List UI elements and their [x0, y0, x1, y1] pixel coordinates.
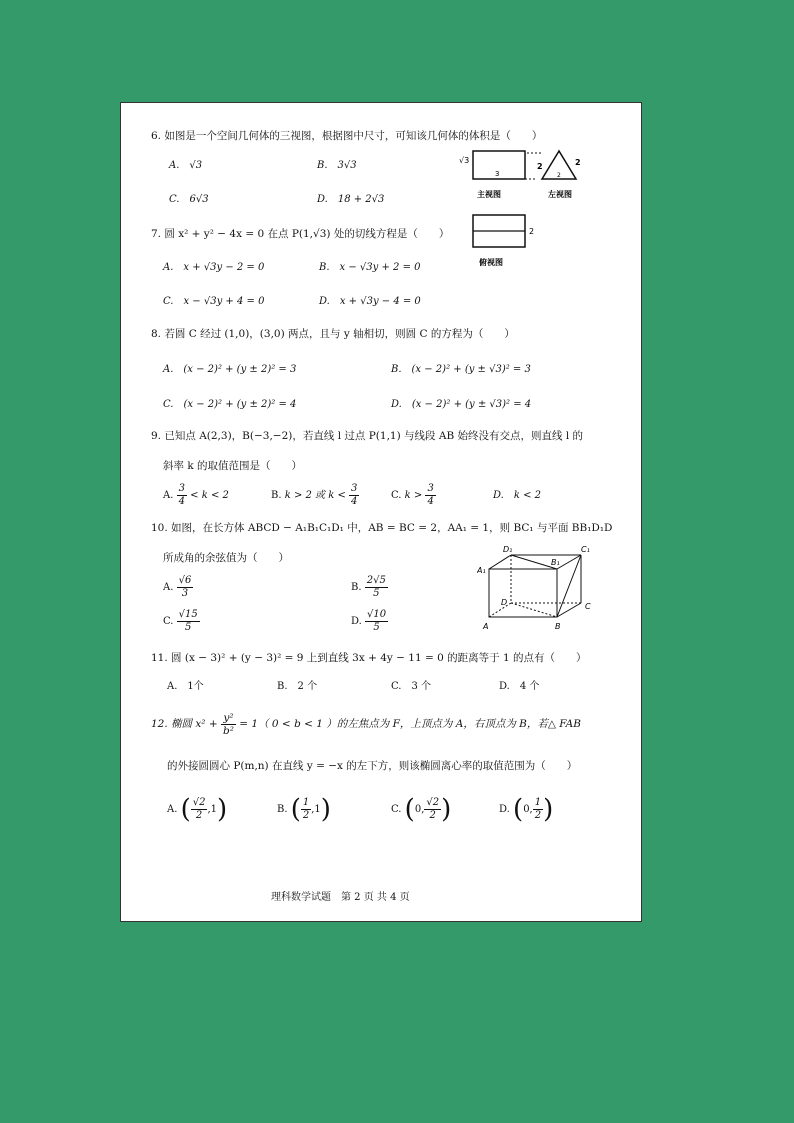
- label-b: B: [555, 622, 561, 631]
- q9-stem-line2: 斜率 k 的取值范围是（ ）: [163, 460, 303, 472]
- q7-stem: 7. 圆 x² + y² − 4x = 0 在点 P(1,√3) 处的切线方程是（ ）: [151, 228, 450, 240]
- dim-2-top: 2: [529, 227, 535, 236]
- q6-option-c: C. 6√3: [169, 194, 209, 205]
- q8-option-d: D. (x − 2)² + (y ± √3)² = 4: [391, 399, 532, 410]
- q10-option-c: C. $\frac{√15}{5}$: [163, 609, 198, 633]
- q6-option-a: A. √3: [169, 160, 203, 171]
- top-view-label: 俯视图: [479, 258, 503, 267]
- label-a1: A₁: [477, 566, 486, 575]
- label-d1: D₁: [503, 545, 513, 554]
- q11-option-a: A. 1个: [167, 681, 204, 692]
- q12-stem-line1: 12. 椭圆 x² + $\frac{\text{y²}}{\text{b²}}$ = 1（ 0 < b < 1 ）的左焦点为 F，上顶点为 A，右顶点为 B，若△ FAB: [151, 711, 581, 737]
- q9-option-d: D. k < 2: [493, 490, 541, 501]
- label-c: C: [585, 602, 591, 611]
- q8-stem: 8. 若圆 C 经过 (1,0)，(3,0) 两点，且与 y 轴相切，则圆 C 的方程为（ ）: [151, 328, 515, 340]
- q7-option-d: D. x + √3y − 4 = 0: [319, 296, 421, 307]
- q9-option-a: A. $\frac{3}{4}$ < k < 2: [163, 483, 229, 507]
- side-view-label: 左视图: [548, 190, 572, 199]
- q6-option-b: B. 3√3: [317, 160, 357, 171]
- label-b1: B₁: [551, 558, 560, 567]
- q6-option-d: D. 18 + 2√3: [317, 194, 385, 205]
- q7-option-a: A. x + √3y − 2 = 0: [163, 262, 265, 273]
- q12-option-b: B. ( $\frac{1}{2}$ ,1): [277, 794, 331, 825]
- q10-option-d: D. $\frac{√10}{5}$: [351, 609, 387, 633]
- q9-stem-line1: 9. 已知点 A(2,3)，B(−3,−2)，若直线 l 过点 P(1,1) 与线段 AB 始终没有交点，则直线 l 的: [151, 430, 584, 442]
- label-c1: C₁: [581, 545, 590, 554]
- q11-stem: 11. 圆 (x − 3)² + (y − 3)² = 9 上到直线 3x + 4y − 11 = 0 的距离等于 1 的点有（ ）: [151, 652, 587, 664]
- q11-option-c: C. 3 个: [391, 681, 432, 692]
- dim-sqrt3: √3: [459, 156, 470, 165]
- q10-option-b: B. $\frac{2√5}{5}$: [351, 575, 386, 599]
- q12-option-a: A. ( $\frac{√2}{2}$ ,1): [167, 794, 228, 825]
- dim-2-right: 2: [575, 158, 581, 167]
- dim-2-base: 2: [557, 172, 561, 179]
- q12-option-c: C. (0, $\frac{√2}{2}$ ): [391, 794, 452, 825]
- cuboid-figure: [477, 543, 607, 635]
- exam-page: [120, 102, 642, 922]
- q8-option-b: B. (x − 2)² + (y ± √3)² = 3: [391, 364, 531, 375]
- q9-option-b: B. k > 2 或 k < $\frac{3}{4}$: [271, 483, 358, 507]
- q10-option-a: A. $\frac{√6}{3}$: [163, 575, 192, 599]
- q11-option-b: B. 2 个: [277, 681, 318, 692]
- q9-option-c: C. k > $\frac{3}{4}$: [391, 483, 434, 507]
- page-footer: 理科数学试题 第 2 页 共 4 页: [271, 892, 410, 903]
- front-view-label: 主视图: [477, 190, 501, 199]
- q8-option-a: A. (x − 2)² + (y ± 2)² = 3: [163, 364, 297, 375]
- q6-stem: 6. 如图是一个空间几何体的三视图，根据图中尺寸，可知该几何体的体积是（ ）: [151, 130, 543, 142]
- label-d: D: [501, 598, 508, 607]
- q7-option-c: C. x − √3y + 4 = 0: [163, 296, 265, 307]
- q8-option-c: C. (x − 2)² + (y ± 2)² = 4: [163, 399, 297, 410]
- dim-3: 3: [495, 170, 500, 178]
- q10-stem-line2: 所成角的余弦值为（ ）: [163, 552, 289, 564]
- three-view-figure: [457, 145, 607, 273]
- q11-option-d: D. 4 个: [499, 681, 540, 692]
- dim-2-left: 2: [537, 162, 543, 171]
- q12-stem-line2: 的外接圆圆心 P(m,n) 在直线 y = −x 的左下方，则该椭圆离心率的取值范围为（ ）: [167, 760, 578, 772]
- q10-stem-line1: 10. 如图，在长方体 ABCD − A₁B₁C₁D₁ 中，AB = BC = 2，AA₁ = 1，则 BC₁ 与平面 BB₁D₁D: [151, 522, 613, 534]
- label-a: A: [483, 622, 489, 631]
- q7-option-b: B. x − √3y + 2 = 0: [319, 262, 421, 273]
- q12-option-d: D. (0, $\frac{1}{2}$ ): [499, 794, 554, 825]
